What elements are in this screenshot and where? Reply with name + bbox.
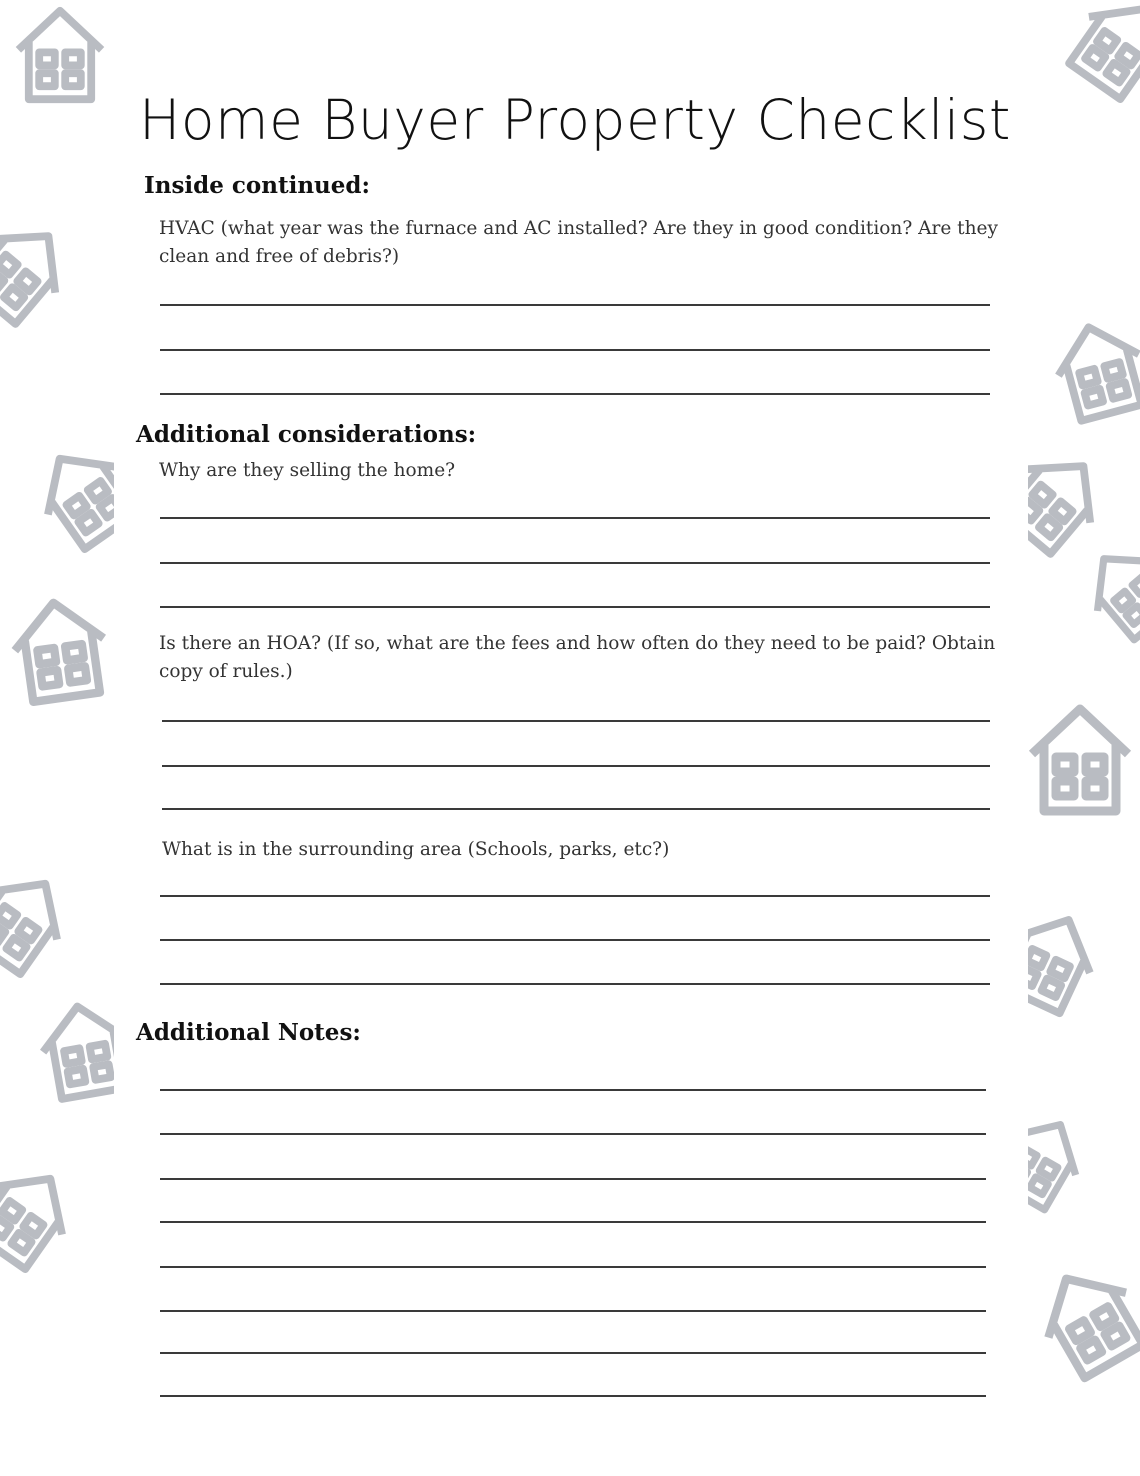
- question-selling: Why are they selling the home?: [159, 460, 456, 481]
- house-icon: [1027, 1256, 1140, 1383]
- notes-line[interactable]: [160, 1221, 986, 1223]
- answer-line[interactable]: [160, 304, 990, 306]
- section-heading-notes: Additional Notes:: [136, 1019, 361, 1046]
- answer-line[interactable]: [160, 562, 990, 564]
- answer-line[interactable]: [160, 349, 990, 351]
- notes-line[interactable]: [160, 1352, 986, 1354]
- house-icon: [0, 1155, 84, 1275]
- notes-line[interactable]: [160, 1310, 986, 1312]
- notes-line[interactable]: [160, 1133, 986, 1135]
- answer-line[interactable]: [160, 393, 990, 395]
- answer-line[interactable]: [162, 720, 990, 722]
- house-icon: [9, 597, 111, 704]
- house-icon: [1048, 317, 1140, 424]
- answer-line[interactable]: [162, 808, 990, 810]
- notes-line[interactable]: [160, 1395, 986, 1397]
- section-heading-inside: Inside continued:: [144, 172, 370, 199]
- house-icon: [18, 11, 101, 99]
- house-icon: [1032, 709, 1128, 811]
- section-heading-additional: Additional considerations:: [136, 421, 477, 448]
- question-hoa: Is there an HOA? (If so, what are the fees and how often do they need to be paid? Obtain copy of rules.): [159, 633, 996, 682]
- notes-line[interactable]: [160, 1178, 986, 1180]
- question-area: What is in the surrounding area (Schools, parks, etc?): [162, 839, 670, 860]
- question-hvac: HVAC (what year was the furnace and AC installed? Are they in good condition? Are they clean and free of debris?): [159, 218, 998, 267]
- notes-line[interactable]: [160, 1089, 986, 1091]
- answer-line[interactable]: [160, 606, 990, 608]
- answer-line[interactable]: [162, 765, 990, 767]
- house-icon: [1061, 0, 1140, 105]
- house-icon: [0, 860, 79, 980]
- house-icon: [0, 209, 80, 330]
- notes-line[interactable]: [160, 1266, 986, 1268]
- answer-line[interactable]: [160, 983, 990, 985]
- page-title: Home Buyer Property Checklist: [139, 88, 1011, 152]
- answer-line[interactable]: [160, 939, 990, 941]
- answer-line[interactable]: [160, 517, 990, 519]
- house-icon: [1074, 534, 1140, 646]
- answer-line[interactable]: [160, 895, 990, 897]
